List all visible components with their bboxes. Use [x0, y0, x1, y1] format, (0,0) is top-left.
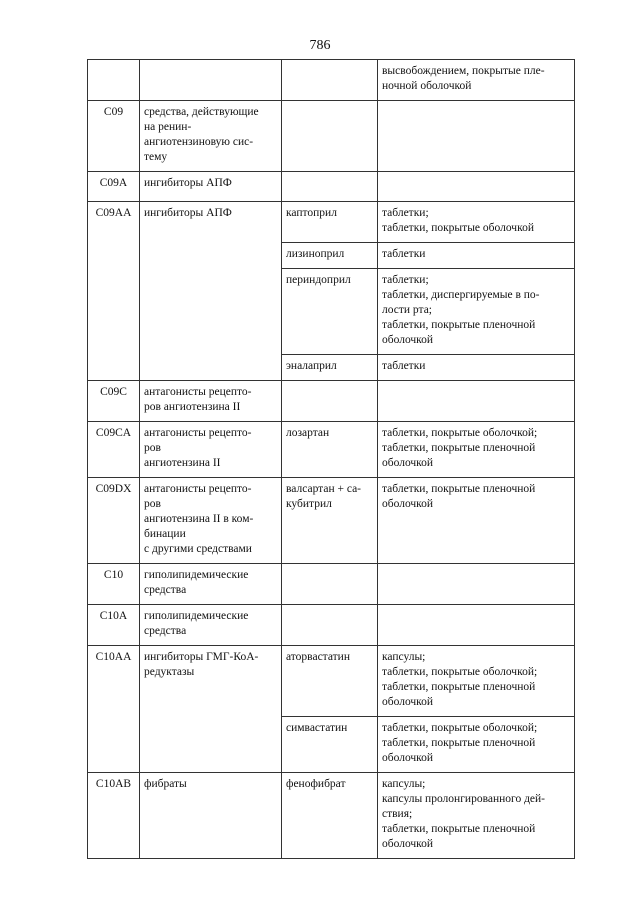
group-text-line: гиполипидемические — [144, 610, 249, 622]
form-text-line: оболочкой — [382, 498, 434, 510]
dosage-form-cell — [378, 646, 575, 717]
group-text-line: фибраты — [144, 778, 187, 790]
group-text-line: с другими средствами — [144, 543, 252, 555]
group-name-cell — [140, 101, 282, 172]
form-text-line: таблетки, покрытые оболочкой; — [382, 666, 538, 678]
drug-name-cell — [282, 269, 378, 355]
group-text-line: ингибиторы АПФ — [144, 177, 232, 189]
atc-code-cell — [88, 202, 140, 381]
form-text-line: оболочкой — [382, 752, 434, 764]
group-text-line: антагонисты рецепто- — [144, 386, 252, 398]
dosage-form-cell — [378, 269, 575, 355]
atc-code: C10A — [99, 610, 128, 622]
dosage-form-cell — [378, 172, 575, 202]
drug-text-line: каптоприл — [286, 207, 337, 219]
drug-text-line: лозартан — [286, 427, 330, 439]
drug-name-cell — [282, 773, 378, 859]
group-text-line: средства — [144, 625, 187, 637]
atc-code-cell — [88, 605, 140, 646]
group-text-line: антагонисты рецепто- — [144, 427, 252, 439]
group-text-line: ров — [144, 498, 161, 510]
group-name-cell — [140, 202, 282, 381]
atc-code: C09DX — [95, 483, 132, 495]
drug-text-line: фенофибрат — [286, 778, 346, 790]
form-text-line: таблетки, диспергируемые в по- — [382, 289, 540, 301]
form-text-line: таблетки; — [382, 274, 429, 286]
atc-code: C09C — [100, 386, 127, 398]
atc-code-cell — [88, 172, 140, 202]
atc-code-cell — [88, 773, 140, 859]
drug-name-cell — [282, 478, 378, 564]
dosage-form-cell — [378, 60, 575, 101]
atc-code-cell — [88, 381, 140, 422]
form-text-line: капсулы пролонгированного дей- — [382, 793, 546, 805]
table-row — [88, 773, 575, 859]
form-text-line: таблетки, покрытые пленочной — [382, 681, 536, 693]
group-text-line: бинации — [144, 528, 186, 540]
table-row — [88, 478, 575, 564]
table-row — [88, 101, 575, 172]
table-row — [88, 172, 575, 202]
atc-code: C10 — [103, 569, 124, 581]
drug-classification-table — [87, 59, 575, 859]
group-text-line: ров ангиотензина II — [144, 401, 241, 413]
group-name-cell — [140, 773, 282, 859]
atc-code-cell — [88, 422, 140, 478]
atc-code-cell — [88, 60, 140, 101]
table-row — [88, 564, 575, 605]
atc-code: C10AA — [95, 651, 132, 663]
form-text-line: ствия; — [382, 808, 413, 820]
dosage-form-cell — [378, 773, 575, 859]
dosage-form-cell — [378, 422, 575, 478]
dosage-form-cell — [378, 605, 575, 646]
group-name-cell — [140, 605, 282, 646]
drug-text-line: валсартан + са- — [286, 483, 362, 495]
atc-code-cell — [88, 646, 140, 773]
atc-code: C09AA — [95, 207, 132, 219]
group-text-line: гиполипидемические — [144, 569, 249, 581]
form-text-line: оболочкой — [382, 838, 434, 850]
drug-name-cell — [282, 243, 378, 269]
drug-name-cell — [282, 605, 378, 646]
atc-code-cell — [88, 478, 140, 564]
form-text-line: таблетки, покрытые пленочной — [382, 737, 536, 749]
dosage-form-cell — [378, 478, 575, 564]
group-text-line: тему — [144, 151, 168, 163]
group-name-cell — [140, 422, 282, 478]
atc-code-cell — [88, 101, 140, 172]
form-text-line: таблетки, покрытые оболочкой — [382, 222, 534, 234]
form-text-line: таблетки — [382, 360, 426, 372]
drug-name-cell — [282, 355, 378, 381]
drug-text-line: периндоприл — [286, 274, 351, 286]
form-text-line: капсулы; — [382, 778, 426, 790]
form-text-line: оболочкой — [382, 696, 434, 708]
group-text-line: средства, действующие — [144, 106, 259, 118]
group-name-cell — [140, 60, 282, 101]
drug-name-cell — [282, 202, 378, 243]
drug-name-cell — [282, 646, 378, 717]
atc-code-cell — [88, 564, 140, 605]
table-row — [88, 646, 575, 717]
dosage-form-cell — [378, 243, 575, 269]
table-row — [88, 60, 575, 101]
atc-code: C09 — [103, 106, 124, 118]
form-text-line: таблетки, покрытые пленочной — [382, 483, 536, 495]
group-name-cell — [140, 172, 282, 202]
dosage-form-cell — [378, 101, 575, 172]
group-name-cell — [140, 564, 282, 605]
group-text-line: средства — [144, 584, 187, 596]
form-text-line: таблетки; — [382, 207, 429, 219]
drug-name-cell — [282, 381, 378, 422]
form-text-line: оболочкой — [382, 334, 434, 346]
form-text-line: таблетки, покрытые оболочкой; — [382, 427, 538, 439]
page-number: 786 — [309, 38, 331, 53]
drug-text-line: эналаприл — [286, 360, 337, 372]
drug-name-cell — [282, 564, 378, 605]
form-text-line: таблетки — [382, 248, 426, 260]
group-text-line: на ренин- — [144, 121, 192, 133]
form-text-line: капсулы; — [382, 651, 426, 663]
drug-text-line: лизиноприл — [286, 248, 345, 260]
table-row — [88, 422, 575, 478]
atc-code: C09CA — [95, 427, 132, 439]
dosage-form-cell — [378, 202, 575, 243]
group-text-line: ингибиторы АПФ — [144, 207, 232, 219]
dosage-form-cell — [378, 381, 575, 422]
dosage-form-cell — [378, 355, 575, 381]
drug-name-cell — [282, 717, 378, 773]
drug-name-cell — [282, 422, 378, 478]
group-name-cell — [140, 646, 282, 773]
group-text-line: редуктазы — [144, 666, 195, 678]
group-text-line: ангиотензина II в ком- — [144, 513, 254, 525]
group-text-line: ангиотензина II — [144, 457, 221, 469]
drug-text-line: симвастатин — [286, 722, 348, 734]
dosage-form-cell — [378, 564, 575, 605]
form-text-line: высвобождением, покрытые пле- — [382, 65, 545, 77]
form-text-line: таблетки, покрытые оболочкой; — [382, 722, 538, 734]
form-text-line: оболочкой — [382, 457, 434, 469]
group-text-line: ингибиторы ГМГ-КоА- — [144, 651, 259, 663]
group-text-line: ров — [144, 442, 161, 454]
form-text-line: лости рта; — [382, 304, 432, 316]
group-text-line: ангиотензиновую сис- — [144, 136, 254, 148]
drug-name-cell — [282, 60, 378, 101]
atc-code: C09A — [99, 177, 128, 189]
group-text-line: антагонисты рецепто- — [144, 483, 252, 495]
form-text-line: ночной оболочкой — [382, 80, 472, 92]
dosage-form-cell — [378, 717, 575, 773]
group-name-cell — [140, 381, 282, 422]
form-text-line: таблетки, покрытые пленочной — [382, 442, 536, 454]
table-row — [88, 605, 575, 646]
form-text-line: таблетки, покрытые пленочной — [382, 319, 536, 331]
drug-text-line: аторвастатин — [286, 651, 350, 663]
drug-text-line: кубитрил — [286, 498, 332, 510]
drug-name-cell — [282, 101, 378, 172]
table-row — [88, 381, 575, 422]
drug-name-cell — [282, 172, 378, 202]
atc-code: C10AB — [95, 778, 132, 790]
table-row — [88, 202, 575, 243]
group-name-cell — [140, 478, 282, 564]
form-text-line: таблетки, покрытые пленочной — [382, 823, 536, 835]
